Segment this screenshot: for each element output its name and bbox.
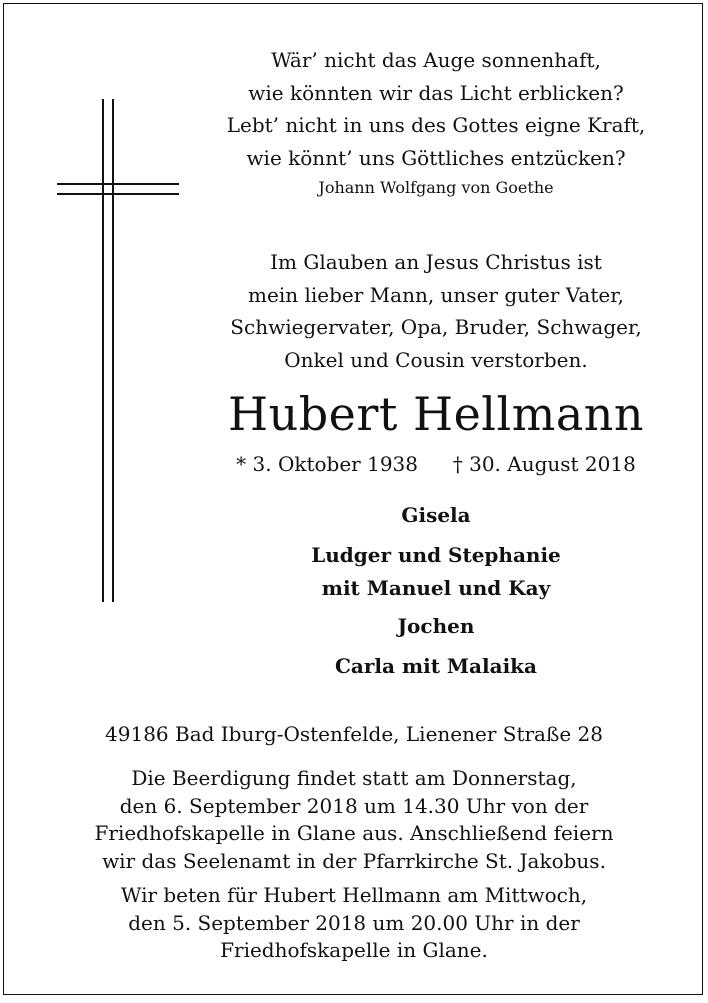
- cross-icon: [57, 99, 179, 602]
- prayer-info: [4, 882, 704, 965]
- birth-date: * 3. Oktober 1938: [236, 452, 419, 476]
- funeral-info: [4, 765, 704, 875]
- family-child-1: [184, 539, 688, 604]
- poem-line: wie könnten wir das Licht erblicken?: [248, 80, 624, 105]
- family-spouse: Gisela: [401, 503, 471, 527]
- prayer-line: Friedhofskapelle in Glane.: [220, 938, 488, 962]
- intro-line: Im Glauben an Jesus Christus ist: [270, 250, 602, 274]
- funeral-line: wir das Seelenamt in der Pfarrkirche St. Jakobus.: [102, 848, 606, 873]
- poem-author: Johann Wolfgang von Goethe: [318, 178, 554, 197]
- poem-line: Lebt’ nicht in uns des Gottes eigne Kraft,: [226, 113, 646, 137]
- intro-line: Onkel und Cousin verstorben.: [284, 347, 588, 372]
- poem-quote: [184, 44, 688, 174]
- funeral-line: Die Beerdigung findet statt am Donnerstag,: [131, 766, 577, 790]
- deceased-name: Hubert Hellmann: [227, 387, 645, 441]
- family-line: Ludger und Stephanie: [311, 543, 561, 567]
- funeral-line: Friedhofskapelle in Glane aus. Anschließend feiern: [94, 821, 614, 845]
- death-date: † 30. August 2018: [452, 452, 636, 476]
- intro-line: Schwiegervater, Opa, Bruder, Schwager,: [230, 315, 642, 339]
- family-line: mit Manuel und Kay: [321, 575, 551, 600]
- poem-line: Wär’ nicht das Auge sonnenhaft,: [271, 48, 601, 72]
- mourning-address: 49186 Bad Iburg-Ostenfelde, Lienener Straße 28: [105, 722, 603, 746]
- funeral-line: den 6. September 2018 um 14.30 Uhr von der: [119, 793, 589, 818]
- obituary-notice: [3, 3, 703, 995]
- intro-line: mein lieber Mann, unser guter Vater,: [248, 282, 624, 307]
- life-dates: [184, 450, 688, 478]
- intro-text: [184, 246, 688, 376]
- poem-line: wie könnt’ uns Göttliches entzücken?: [246, 145, 626, 170]
- family-child-3: Carla mit Malaika: [335, 654, 537, 678]
- prayer-line: den 5. September 2018 um 20.00 Uhr in der: [128, 910, 580, 935]
- family-child-2: Jochen: [397, 614, 475, 638]
- prayer-line: Wir beten für Hubert Hellmann am Mittwoch,: [120, 883, 588, 907]
